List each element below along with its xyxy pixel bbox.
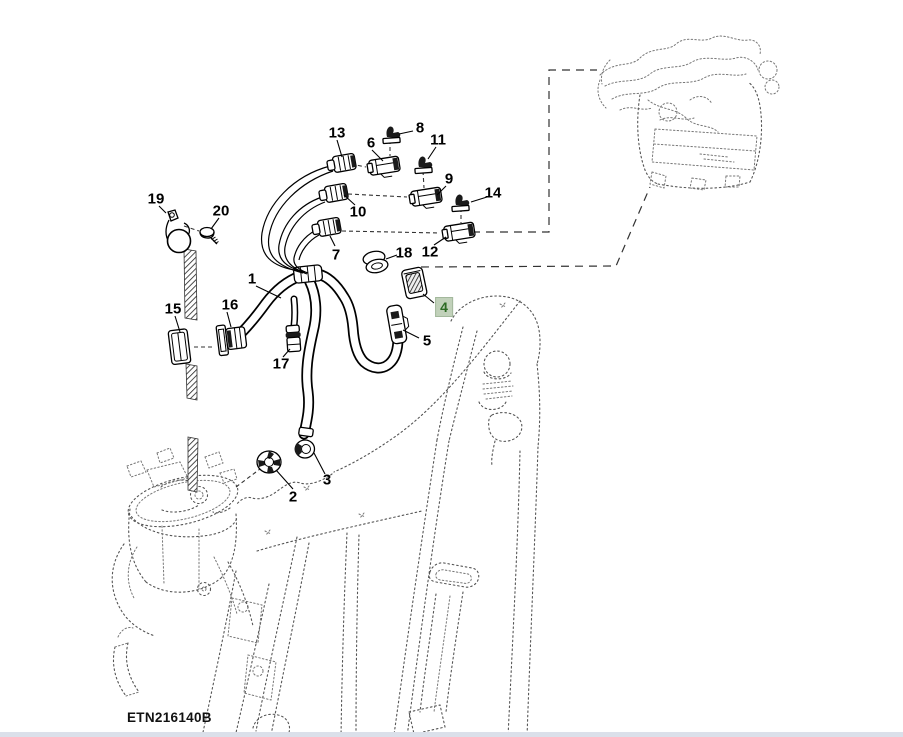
part-6-connector <box>366 156 401 180</box>
callout-10[interactable]: 10 <box>349 203 367 221</box>
wiring-harness <box>236 166 398 434</box>
callout-6[interactable]: 6 <box>366 134 376 152</box>
part-20-screw <box>200 228 219 245</box>
callout-7[interactable]: 7 <box>331 246 341 264</box>
part-18-grommet <box>362 249 389 274</box>
callout-11[interactable]: 11 <box>430 131 446 149</box>
bottom-edge-bar <box>0 732 903 737</box>
part-17-connector <box>285 325 302 352</box>
tiny-screw-marks <box>265 303 506 535</box>
part-3-connector <box>295 427 315 458</box>
callout-20[interactable]: 20 <box>212 202 230 220</box>
callout-5[interactable]: 5 <box>422 332 432 350</box>
callout-3[interactable]: 3 <box>322 471 332 489</box>
part-5-connector <box>386 304 411 345</box>
callout-1[interactable]: 1 <box>247 270 257 288</box>
part-11-clip <box>415 157 432 174</box>
part-12-connector <box>441 222 476 246</box>
callout-2[interactable]: 2 <box>288 488 298 506</box>
part-2-plug <box>257 451 281 473</box>
callout-15[interactable]: 15 <box>164 300 182 318</box>
part-7-plug <box>311 217 341 238</box>
callout-17[interactable]: 17 <box>272 355 290 373</box>
callout-18[interactable]: 18 <box>395 244 413 262</box>
callout-9[interactable]: 9 <box>444 170 454 188</box>
part-16-connector <box>216 323 247 356</box>
drawing-code: ETN216140B <box>127 710 212 725</box>
part-9-connector <box>408 187 443 211</box>
callout-4-highlighted[interactable]: 4 <box>435 297 453 317</box>
part-10-plug <box>318 183 348 204</box>
machine-overview-drawing <box>598 36 779 190</box>
callout-19[interactable]: 19 <box>147 190 165 208</box>
part-8-clip <box>383 127 400 144</box>
callout-14[interactable]: 14 <box>484 184 502 202</box>
callout-16[interactable]: 16 <box>221 296 239 314</box>
steering-shaft <box>184 249 198 492</box>
part-14-clip <box>452 195 469 212</box>
callout-12[interactable]: 12 <box>421 243 439 261</box>
callout-13[interactable]: 13 <box>328 124 346 142</box>
part-15-cap <box>168 329 191 365</box>
part-19-clamp <box>166 210 191 253</box>
callout-8[interactable]: 8 <box>415 119 425 137</box>
